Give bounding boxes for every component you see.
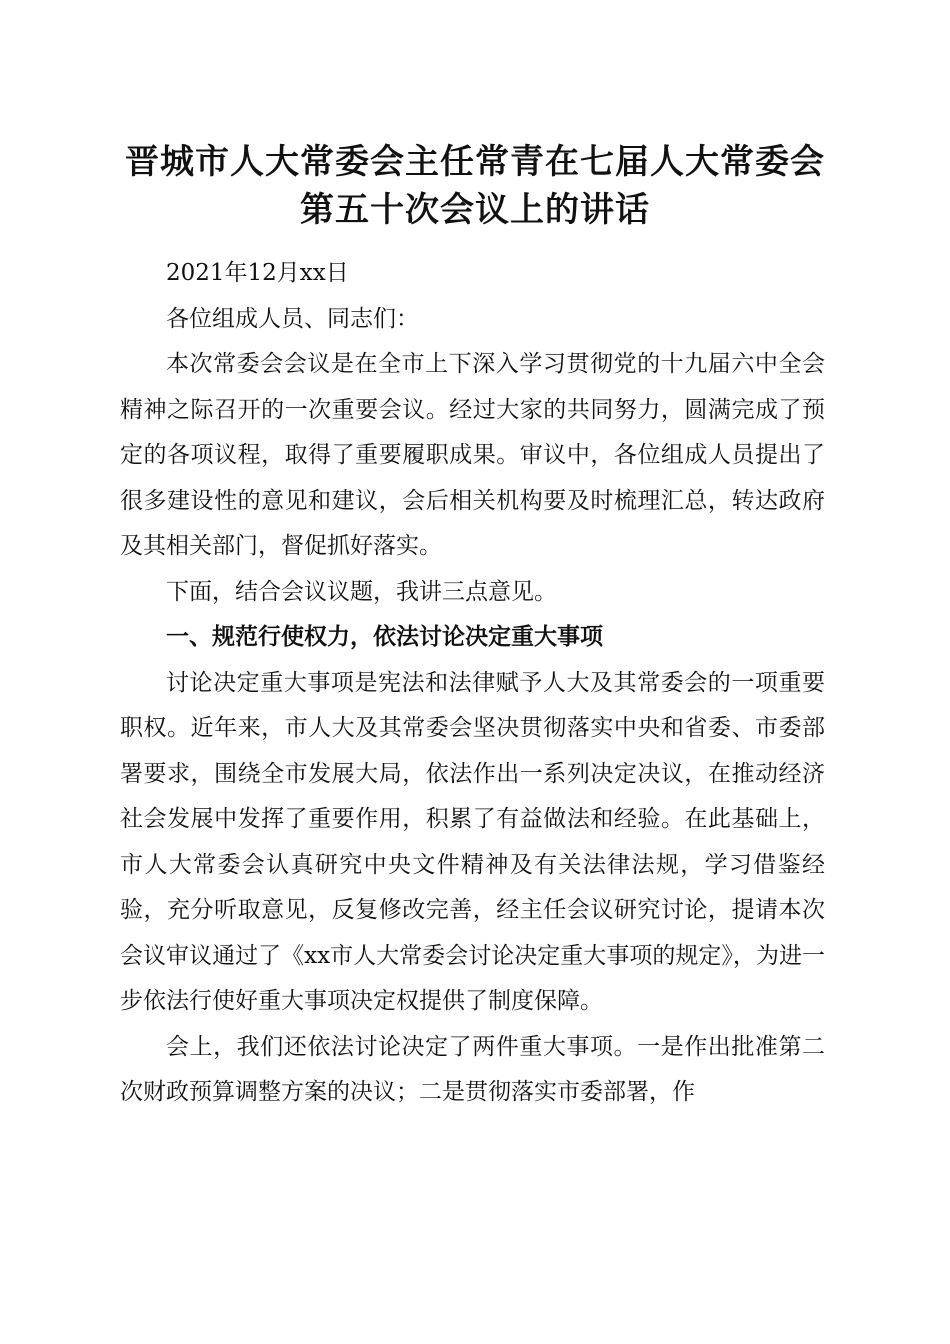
paragraph: 讨论决定重大事项是宪法和法律赋予人大及其常委会的一项重要职权。近年来，市人大及其常委会坚决贯彻落实中央和省委、市委部署要求，围绕全市发展大局，依法作出一系列决定决议，在推动经济社会发展中发挥了重要作用，积累了有益做法和经验。在此基础上，市人大常委会认真研究中央文件精神及有关法律法规，学习借鉴经验，充分听取意见，反复修改完善，经主任会议研究讨论，提请本次会议审议通过了《xx市人大常委会讨论决定重大事项的规定》，为进一步依法行使好重大事项决定权提供了制度保障。 [120,669,825,1014]
salutation: 各位组成人员、同志们： [166,305,419,332]
speech-date: 2021年12月xx日 [166,260,349,286]
paragraph: 本次常委会会议是在全市上下深入学习贯彻党的十九届六中全会精神之际召开的一次重要会议。经过大家的共同努力，圆满完成了预定的各项议程，取得了重要履职成果。审议中，各位组成人员提出了很多建设性的意见和建议，会后相关机构要及时梳理汇总，转达政府及其相关部门，督促抓好落实。 [120,351,825,559]
paragraph: 会上，我们还依法讨论决定了两件重大事项。一是作出批准第二次财政预算调整方案的决议；二是贯彻落实市委部署，作 [120,1033,825,1105]
document-title-line-2: 第五十次会议上的讲话 [300,190,650,230]
section-heading: 一、规范行使权力，依法讨论决定重大事项 [166,624,603,650]
document-body [120,251,825,1116]
paragraph: 下面，结合会议议题，我讲三点意见。 [166,578,557,605]
document-title-line-1: 晋城市人大常委会主任常青在七届人大常委会 [125,142,825,182]
